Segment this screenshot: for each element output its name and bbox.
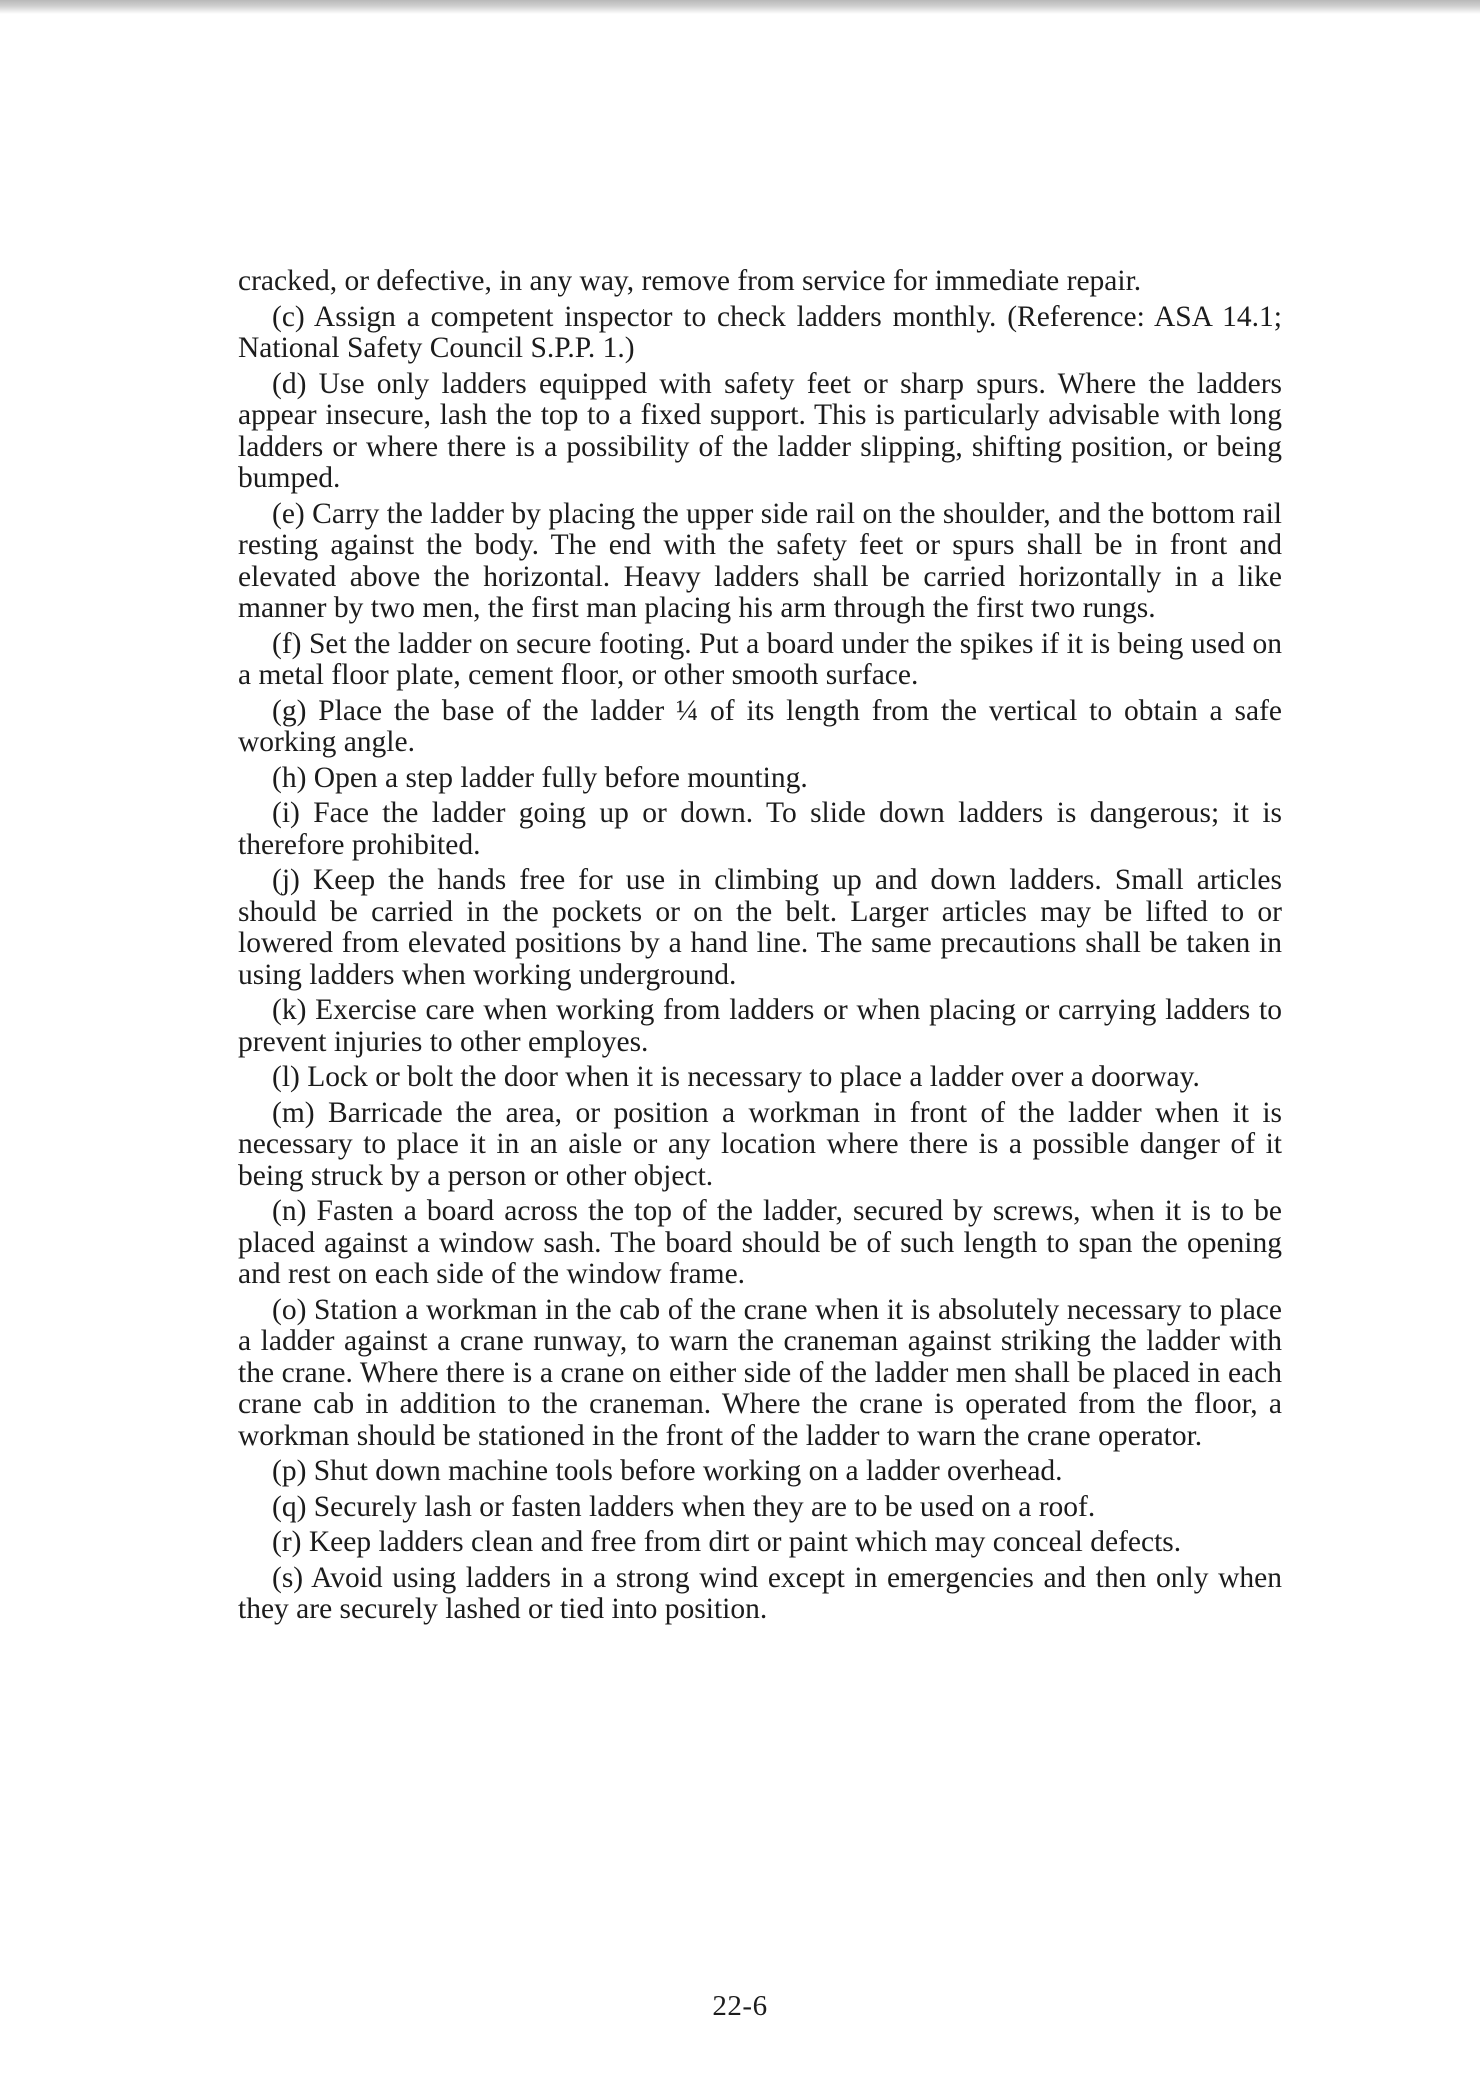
page-top-edge: [0, 0, 1480, 14]
paragraph-d: (d) Use only ladders equipped with safety feet or sharp spurs. Where the ladders appear insecure, lash the top to a fixed support. This is particularly advisable with long ladders or where there is a possibility of the ladder slipping, shifting position, or being bumped.: [238, 367, 1282, 494]
paragraph-r: (r) Keep ladders clean and free from dirt or paint which may conceal defects.: [272, 1526, 1182, 1558]
paragraph-f: (f) Set the ladder on secure footing. Put a board under the spikes if it is being used on a metal floor plate, cement floor, or other smooth surface.: [238, 627, 1282, 691]
paragraph-m: (m) Barricade the area, or position a workman in front of the ladder when it is necessary to place it in an aisle or any location where there is a possible danger of it being struck by a person or other object.: [238, 1096, 1282, 1192]
paragraph-q: (q) Securely lash or fasten ladders when they are to be used on a roof.: [272, 1490, 1096, 1523]
paragraph-i: (i) Face the ladder going up or down. To slide down ladders is dangerous; it is therefore prohibited.: [238, 797, 1282, 861]
paragraph-h: (h) Open a step ladder fully before mounting.: [272, 761, 808, 794]
paragraph-j: (j) Keep the hands free for use in climbing up and down ladders. Small articles should be carried in the pockets or on the belt. Larger articles may be lifted to or lowered from elevated positions by a hand line. The same precautions shall be taken in using ladders when working underground.: [238, 864, 1282, 991]
paragraph-l: (l) Lock or bolt the door when it is necessary to place a ladder over a doorway.: [272, 1061, 1200, 1093]
paragraph-k: (k) Exercise care when working from ladders or when placing or carrying ladders to prevent injuries to other employes.: [238, 994, 1282, 1058]
paragraph-o: (o) Station a workman in the cab of the crane when it is absolutely necessary to place a ladder against a crane runway, to warn the craneman against striking the ladder with the crane. Where there is a crane on either side of the ladder men shall be placed in each crane cab in addition to the craneman. Where the crane is operated from the floor, a workman should be stationed in the front of the ladder to warn the crane operator.: [238, 1293, 1282, 1452]
paragraph-c: (c) Assign a competent inspector to check ladders monthly. (Reference: ASA 14.1; National Safety Council S.P.P. 1.): [238, 300, 1282, 364]
page-number: 22-6: [712, 1990, 768, 2022]
paragraph-g: (g) Place the base of the ladder ¼ of its length from the vertical to obtain a safe working angle.: [238, 694, 1282, 758]
paragraph-e: (e) Carry the ladder by placing the upper side rail on the shoulder, and the bottom rail resting against the body. The end with the safety feet or spurs shall be in front and elevated above the horizontal. Heavy ladders shall be carried horizontally in a like manner by two men, the first man placing his arm through the first two rungs.: [238, 497, 1282, 624]
paragraph-s: (s) Avoid using ladders in a strong wind except in emergencies and then only when they are securely lashed or tied into position.: [238, 1561, 1282, 1625]
paragraph-continuation: cracked, or defective, in any way, remove from service for immediate repair.: [238, 265, 1142, 297]
paragraph-n: (n) Fasten a board across the top of the ladder, secured by screws, when it is to be placed against a window sash. The board should be of such length to span the opening and rest on each side of the window frame.: [238, 1195, 1282, 1290]
paragraph-p: (p) Shut down machine tools before working on a ladder overhead.: [272, 1455, 1063, 1487]
body-text: [238, 266, 1282, 1630]
